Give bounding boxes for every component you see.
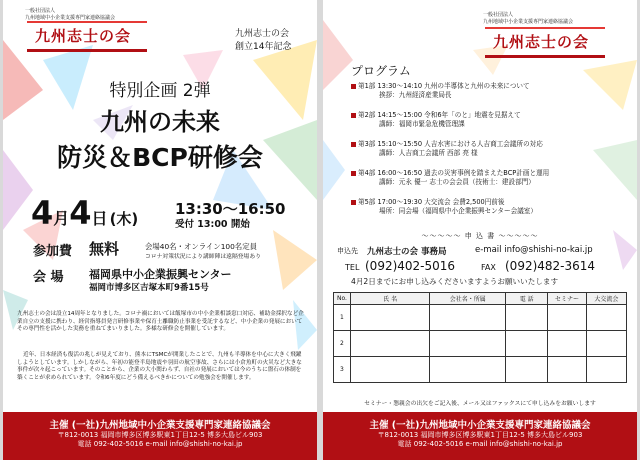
footer	[323, 412, 637, 460]
company-cell[interactable]	[430, 357, 506, 383]
tel-label: TEL	[345, 263, 360, 272]
footer-address: 〒812-0013 福岡市博多区博多駅東1丁目12-5 博多大島ビル903	[57, 431, 263, 439]
form-note: セミナー・懇親会の出欠をご記入後、メール又はファックスにて申し込みをお願いします	[364, 401, 596, 407]
reception-time: 受付 13:00 開始	[175, 219, 250, 230]
footer-address: 〒812-0013 福岡市博多区博多駅東1丁目12-5 博多大島ビル903	[377, 431, 583, 439]
fax-label: FAX	[481, 263, 496, 272]
footer-organizer: 主催 (一社)九州地域中小企業支援専門家連絡協議会	[369, 420, 591, 431]
logo	[485, 27, 605, 58]
apply-office: 九州志士の会 事務局	[367, 247, 447, 257]
social-cell[interactable]	[586, 331, 626, 357]
date-weekday: (木)	[109, 210, 139, 228]
venue-label: 会 場	[33, 270, 64, 285]
program-item-time: 第3部 15:10～15:50 人吉水害における人吉商工会議所の対応	[358, 140, 543, 148]
row-number: 1	[334, 305, 351, 331]
company-cell[interactable]	[430, 305, 506, 331]
program-item-time: 第2部 14:15～15:00 令和6年「のと」地震を見据えて	[358, 111, 521, 119]
anniversary-org: 九州志士の会	[235, 29, 290, 39]
apply-email: e-mail info@shishi-no-kai.jp	[475, 245, 593, 255]
program-heading: プログラム	[351, 64, 411, 78]
fax-number: (092)482-3614	[505, 259, 596, 273]
row-number: 3	[334, 357, 351, 383]
column-header: 氏 名	[350, 293, 429, 305]
bullet-square-icon	[351, 142, 356, 147]
name-cell[interactable]	[350, 331, 429, 357]
footer-organizer: 主催 (一社)九州地域中小企業支援専門家連絡協議会	[49, 420, 271, 431]
date-month: 4	[31, 194, 54, 232]
company-cell[interactable]	[430, 331, 506, 357]
bullet-square-icon	[351, 171, 356, 176]
program-item	[351, 111, 521, 128]
bullet-square-icon	[351, 113, 356, 118]
footer-contact: 電話 092-402-5016 e-mail info@shishi-no-kai.jp	[397, 440, 563, 448]
venue-address: 福岡市博多区吉塚本町9番15号	[89, 283, 209, 293]
anniversary-label: 創立14年記念	[235, 42, 292, 52]
phone-cell[interactable]	[506, 357, 548, 383]
footer	[3, 412, 317, 460]
logo-text: 九州志士の会	[493, 33, 590, 51]
date-day-unit: 日	[91, 209, 108, 228]
date-month-unit: 月	[53, 209, 70, 228]
seminar-cell[interactable]	[548, 305, 586, 331]
program-item-time: 第5部 17:00～19:30 大交流会 会費2,500円前後	[358, 198, 505, 206]
application-divider: ～～～～～ 申 込 書 ～～～～～	[421, 232, 539, 240]
org-type-label: 一般社団法人	[25, 8, 56, 14]
special-program-label: 特別企画 2弾	[109, 81, 211, 101]
org-type-label: 一般社団法人	[483, 12, 514, 18]
table-row	[334, 331, 627, 357]
capacity-note: コロナ対策状況により講師陣は遠隔登場あり	[145, 254, 261, 260]
program-item	[351, 198, 537, 215]
program-item-speaker: 講師：人吉商工会議所 西部 亮 様	[379, 148, 478, 157]
program-item-speaker: 挨拶：九州経済産業局長	[379, 90, 452, 99]
bullet-square-icon	[351, 200, 356, 205]
social-cell[interactable]	[586, 357, 626, 383]
tel-number: (092)402-5016	[365, 259, 456, 273]
program-item-speaker: 場所：同会場（福岡県中小企業振興センター会議室）	[379, 206, 537, 215]
program-item	[351, 82, 530, 99]
column-header: 電 話	[506, 293, 548, 305]
logo	[27, 21, 147, 52]
venue-name: 福岡県中小企業振興センター	[89, 268, 232, 281]
table-row	[334, 357, 627, 383]
program-item-speaker: 講師：元永 優一 志士の会会員（技術士：建設部門）	[379, 177, 535, 186]
seminar-cell[interactable]	[548, 331, 586, 357]
fee-value: 無料	[89, 240, 120, 258]
row-number: 2	[334, 331, 351, 357]
name-cell[interactable]	[350, 357, 429, 383]
program-item-time: 第4部 16:00～16:50 過去の災害事例を踏まえたBCP計画と運用	[358, 169, 550, 177]
flyer-front-page	[3, 0, 317, 460]
flyer-back-page	[323, 0, 637, 460]
name-cell[interactable]	[350, 305, 429, 331]
intro-paragraph: 九州志士の会は設立14周年となりました。コロナ禍においては飯塚市の中小企業相談窓口対応、補助金採択など企業自立の支援に携わり、経営指導員発言研修事業や保育士離職防止事業を受託するなど、中小企業の発展においてその専門性を活かした実務を重ねてまいりました。多様な研修会を開催しています。	[17, 311, 304, 333]
page-subtitle: 防災＆BCP研修会	[57, 143, 263, 172]
org-full-name: 九州地域中小企業支援専門家連絡協議会	[483, 19, 574, 25]
seminar-cell[interactable]	[548, 357, 586, 383]
program-item-time: 第1部 13:30～14:10 九州の半導体と九州の未来について	[358, 82, 530, 90]
phone-cell[interactable]	[506, 305, 548, 331]
column-header: 会社名・所属	[430, 293, 506, 305]
event-time: 13:30～16:50	[175, 200, 286, 218]
event-date	[31, 194, 138, 232]
page-title: 九州の未来	[100, 108, 220, 136]
column-header: 大交流会	[586, 293, 626, 305]
column-header: セミナー	[548, 293, 586, 305]
fee-label: 参加費	[33, 244, 73, 259]
program-item-speaker: 講師：福岡市緊急危機管理課	[379, 119, 465, 128]
program-item	[351, 169, 549, 186]
table-header-row	[334, 293, 627, 305]
apply-prefix: 申込先	[337, 247, 358, 255]
column-header: No.	[334, 293, 351, 305]
org-full-name: 九州地域中小企業支援専門家連絡協議会	[25, 15, 116, 21]
table-row	[334, 305, 627, 331]
capacity-text: 会場40名・オンライン100名定員	[145, 242, 257, 251]
application-form-table	[333, 292, 627, 383]
background-paragraph: 近年、日本経済も復活の兆しが見えており、熊本にTSMCが開業したことで、九州も半導体を中心に大きく飛躍しようとしています。しかしながら、年初の能登半島地震や羽田の航空事故、さらには小倉魚町の火災など大きな事件が次々起こっています。そのことから、企業の大小関わらず、自社の発展においては今のうちに盤石の体制を築くことが求められています。令和6年度にどう備えるべきかについての勉強会を開催します。	[17, 352, 302, 381]
logo-text: 九州志士の会	[35, 27, 132, 45]
footer-contact: 電話 092-402-5016 e-mail info@shishi-no-kai.jp	[77, 440, 243, 448]
bullet-square-icon	[351, 84, 356, 89]
date-day: 4	[69, 194, 92, 232]
deadline-text: 4月2日までにお申し込みくださいますようお願いいたします	[351, 277, 559, 286]
program-item	[351, 140, 543, 157]
social-cell[interactable]	[586, 305, 626, 331]
phone-cell[interactable]	[506, 331, 548, 357]
